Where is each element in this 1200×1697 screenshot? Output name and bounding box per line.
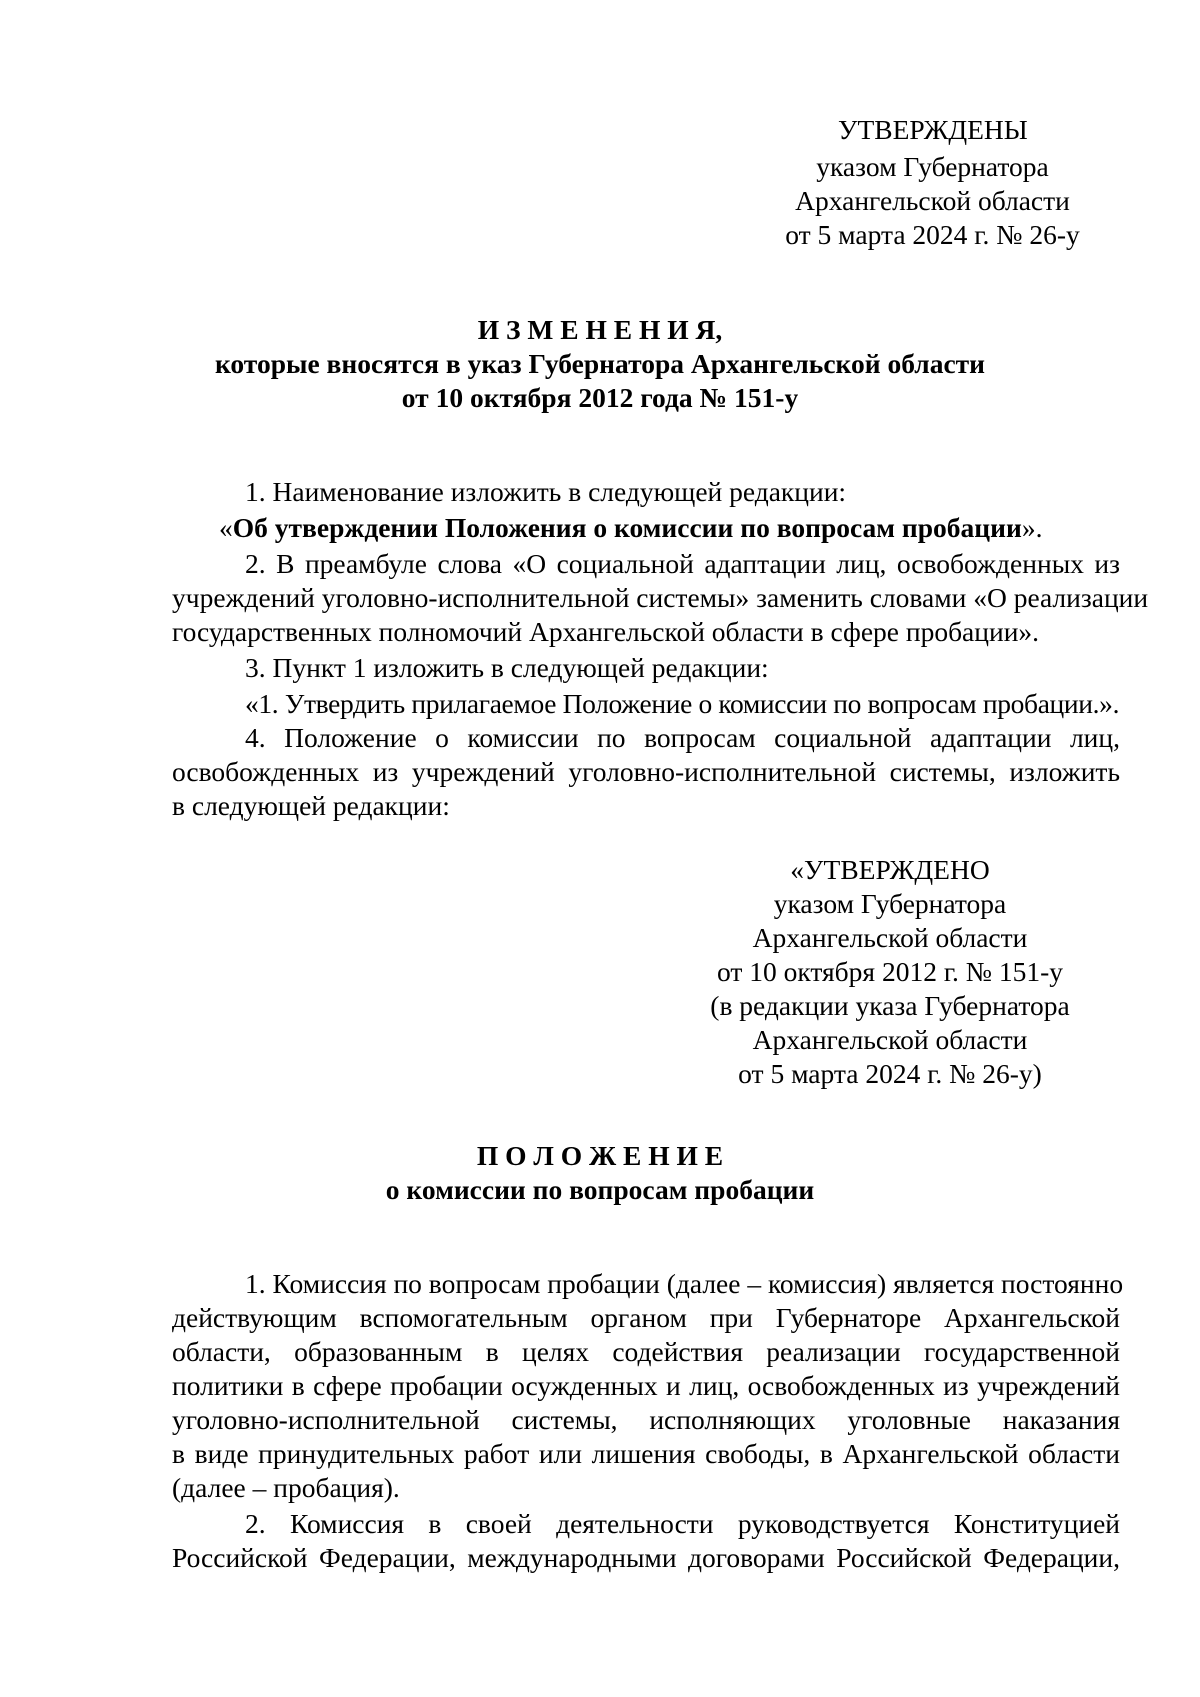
approval-inner-line6: Архангельской области <box>752 1024 1028 1055</box>
item-1-quote <box>219 512 1042 543</box>
item-2-line2: учреждений уголовно-исполнительной системы» заменить словами «О реализации <box>172 582 1149 613</box>
changes-heading: И З М Е Н Е Н И Я, <box>477 314 723 345</box>
item-1: 1. Наименование изложить в следующей редакции: <box>245 476 847 507</box>
approval-top-line4: от 5 марта 2024 г. № 26-у <box>785 219 1080 250</box>
reg-p2-line1: 2. Комиссия в своей деятельности руководствуется Конституцией <box>245 1508 1120 1539</box>
reg-p1-line4: политики в сфере пробации осужденных и лиц, освобожденных из учреждений <box>172 1370 1120 1401</box>
reg-p1-line6: в виде принудительных работ или лишения свободы, в Архангельской области <box>172 1438 1120 1469</box>
regulation-subtitle: о комиссии по вопросам пробации <box>385 1174 815 1205</box>
reg-p2-line2: Российской Федерации, международными договорами Российской Федерации, <box>172 1542 1120 1573</box>
approval-inner-line1: «УТВЕРЖДЕНО <box>790 854 990 885</box>
approval-top-line1: УТВЕРЖДЕНЫ <box>838 114 1028 145</box>
item-4-line1: 4. Положение о комиссии по вопросам социальной адаптации лиц, <box>245 722 1120 753</box>
approval-inner-line2: указом Губернатора <box>773 888 1007 919</box>
reg-p1-line2: действующим вспомогательным органом при Губернаторе Архангельской <box>172 1302 1120 1333</box>
changes-title-line1: которые вносятся в указ Губернатора Архангельской области <box>214 348 986 379</box>
approval-top-line3: Архангельской области <box>795 185 1070 216</box>
regulation-heading: П О Л О Ж Е Н И Е <box>476 1140 724 1171</box>
approval-inner-line4: от 10 октября 2012 г. № 151-у <box>716 956 1064 987</box>
item-4-line3: в следующей редакции: <box>172 790 450 821</box>
new-name-bold: Об утверждении Положения о комиссии по вопросам пробации <box>232 512 1022 543</box>
quote-close: ». <box>1021 512 1043 543</box>
quote-open: « <box>219 512 233 543</box>
reg-p1-line7: (далее – пробация). <box>172 1472 400 1503</box>
approval-inner-line7: от 5 марта 2024 г. № 26-у) <box>738 1058 1042 1089</box>
approval-top-line2: указом Губернатора <box>816 151 1049 182</box>
reg-p1-line1: 1. Комиссия по вопросам пробации (далее – комиссия) является постоянно <box>245 1268 1124 1299</box>
item-3-quote: «1. Утвердить прилагаемое Положение о комиссии по вопросам пробации.». <box>245 688 1120 719</box>
item-3: 3. Пункт 1 изложить в следующей редакции: <box>245 652 769 683</box>
changes-title-line2: от 10 октября 2012 года № 151-у <box>401 382 799 413</box>
approval-inner-line5: (в редакции указа Губернатора <box>710 990 1070 1021</box>
item-2-line1: 2. В преамбуле слова «О социальной адаптации лиц, освобожденных из <box>245 548 1120 579</box>
item-4-line2: освобожденных из учреждений уголовно-исполнительной системы, изложить <box>172 756 1120 787</box>
approval-inner-line3: Архангельской области <box>752 922 1028 953</box>
reg-p1-line5: уголовно-исполнительной системы, исполняющих уголовные наказания <box>172 1404 1120 1435</box>
item-2-line3: государственных полномочий Архангельской области в сфере пробации». <box>172 616 1040 647</box>
reg-p1-line3: области, образованным в целях содействия реализации государственной <box>172 1336 1120 1367</box>
